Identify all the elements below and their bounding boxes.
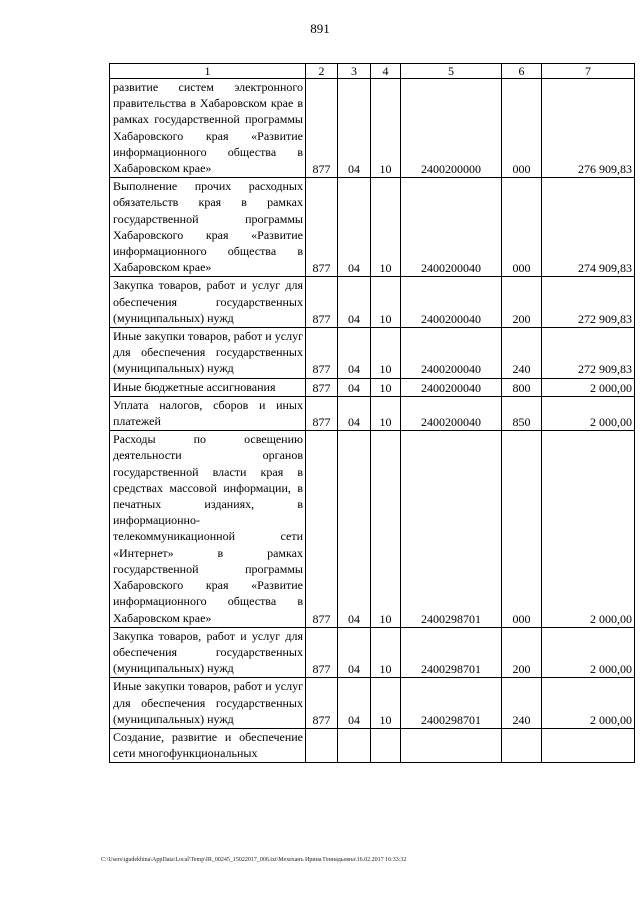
row-target-article: 2400200040 xyxy=(401,328,502,379)
row-target-article: 2400200000 xyxy=(401,79,502,178)
row-subsection: 10 xyxy=(371,627,401,678)
row-expense-type: 240 xyxy=(502,328,542,379)
row-description: Иные закупки товаров, работ и услуг для обеспечения государственных (муниципальных) нужд xyxy=(110,678,306,729)
row-target-article: 2400200040 xyxy=(401,378,502,396)
row-amount: 272 909,83 xyxy=(542,328,635,379)
row-target-article xyxy=(401,728,502,762)
table-row xyxy=(110,277,635,328)
row-description: Уплата налогов, сборов и иных платежей xyxy=(110,396,306,430)
row-expense-type: 000 xyxy=(502,79,542,178)
table-header-row xyxy=(110,64,635,79)
file-path-footer: C:\Users\igudekhina\AppData\Local\Temp\IR_00245_15022017_006.txt\Мехеханъ Ирина Геннадьевна\16.02.2017 16:33:32 xyxy=(101,857,407,863)
page-number: 891 xyxy=(310,21,330,36)
row-admin-code: 877 xyxy=(306,627,338,678)
row-expense-type xyxy=(502,728,542,762)
row-amount: 274 909,83 xyxy=(542,178,635,277)
row-section: 04 xyxy=(338,178,371,277)
row-expense-type: 800 xyxy=(502,378,542,396)
header-cell: 4 xyxy=(371,64,401,79)
row-description: Закупка товаров, работ и услуг для обеспечения государственных (муниципальных) нужд xyxy=(110,277,306,328)
table-row xyxy=(110,79,635,178)
row-description: Расходы по освещению деятельности органов государственной власти края в средствах массовой информации, в печатных изданиях, в информационно-телекоммуникационной сети «Интернет» в рамках государственной программы Хабаровского края «Развитие информационного общества в Хабаровском крае» xyxy=(110,431,306,627)
table-row xyxy=(110,328,635,379)
row-amount: 2 000,00 xyxy=(542,431,635,627)
row-subsection: 10 xyxy=(371,79,401,178)
row-admin-code: 877 xyxy=(306,378,338,396)
row-description: развитие систем электронного правительства в Хабаровском крае в рамках государственной программы Хабаровского края «Развитие информационного общества в Хабаровском крае» xyxy=(110,79,306,178)
row-amount: 2 000,00 xyxy=(542,627,635,678)
row-amount: 2 000,00 xyxy=(542,396,635,430)
header-cell: 1 xyxy=(110,64,306,79)
row-section: 04 xyxy=(338,79,371,178)
table-row xyxy=(110,728,635,762)
row-section: 04 xyxy=(338,277,371,328)
row-amount: 272 909,83 xyxy=(542,277,635,328)
budget-table xyxy=(109,63,635,763)
row-admin-code: 877 xyxy=(306,328,338,379)
row-section: 04 xyxy=(338,328,371,379)
row-description: Иные закупки товаров, работ и услуг для обеспечения государственных (муниципальных) нужд xyxy=(110,328,306,379)
row-amount xyxy=(542,728,635,762)
row-admin-code: 877 xyxy=(306,277,338,328)
table-row xyxy=(110,178,635,277)
row-expense-type: 200 xyxy=(502,627,542,678)
row-target-article: 2400200040 xyxy=(401,178,502,277)
row-amount: 2 000,00 xyxy=(542,678,635,729)
row-description: Выполнение прочих расходных обязательств края в рамках государственной программы Хабаровского края «Развитие информационного общества в Хабаровском крае» xyxy=(110,178,306,277)
row-expense-type: 000 xyxy=(502,178,542,277)
row-expense-type: 240 xyxy=(502,678,542,729)
table-row xyxy=(110,396,635,430)
header-cell: 7 xyxy=(542,64,635,79)
row-admin-code: 877 xyxy=(306,178,338,277)
row-admin-code: 877 xyxy=(306,678,338,729)
row-section xyxy=(338,728,371,762)
row-amount: 2 000,00 xyxy=(542,378,635,396)
row-description: Создание, развитие и обеспечение сети многофункциональных xyxy=(110,728,306,762)
row-subsection: 10 xyxy=(371,328,401,379)
table-row xyxy=(110,678,635,729)
row-admin-code: 877 xyxy=(306,79,338,178)
row-subsection xyxy=(371,728,401,762)
row-target-article: 2400298701 xyxy=(401,627,502,678)
row-section: 04 xyxy=(338,678,371,729)
row-expense-type: 850 xyxy=(502,396,542,430)
row-target-article: 2400298701 xyxy=(401,431,502,627)
row-subsection: 10 xyxy=(371,378,401,396)
table-row xyxy=(110,431,635,627)
row-section: 04 xyxy=(338,431,371,627)
row-subsection: 10 xyxy=(371,277,401,328)
table-row xyxy=(110,378,635,396)
row-description: Закупка товаров, работ и услуг для обеспечения государственных (муниципальных) нужд xyxy=(110,627,306,678)
row-target-article: 2400298701 xyxy=(401,678,502,729)
row-section: 04 xyxy=(338,627,371,678)
header-cell: 2 xyxy=(306,64,338,79)
row-target-article: 2400200040 xyxy=(401,396,502,430)
row-subsection: 10 xyxy=(371,431,401,627)
header-cell: 5 xyxy=(401,64,502,79)
row-subsection: 10 xyxy=(371,396,401,430)
row-admin-code: 877 xyxy=(306,431,338,627)
row-admin-code: 877 xyxy=(306,396,338,430)
row-section: 04 xyxy=(338,396,371,430)
header-cell: 6 xyxy=(502,64,542,79)
row-amount: 276 909,83 xyxy=(542,79,635,178)
header-cell: 3 xyxy=(338,64,371,79)
row-subsection: 10 xyxy=(371,678,401,729)
row-description: Иные бюджетные ассигнования xyxy=(110,378,306,396)
row-subsection: 10 xyxy=(371,178,401,277)
row-expense-type: 200 xyxy=(502,277,542,328)
table-row xyxy=(110,627,635,678)
row-admin-code xyxy=(306,728,338,762)
row-expense-type: 000 xyxy=(502,431,542,627)
row-target-article: 2400200040 xyxy=(401,277,502,328)
row-section: 04 xyxy=(338,378,371,396)
